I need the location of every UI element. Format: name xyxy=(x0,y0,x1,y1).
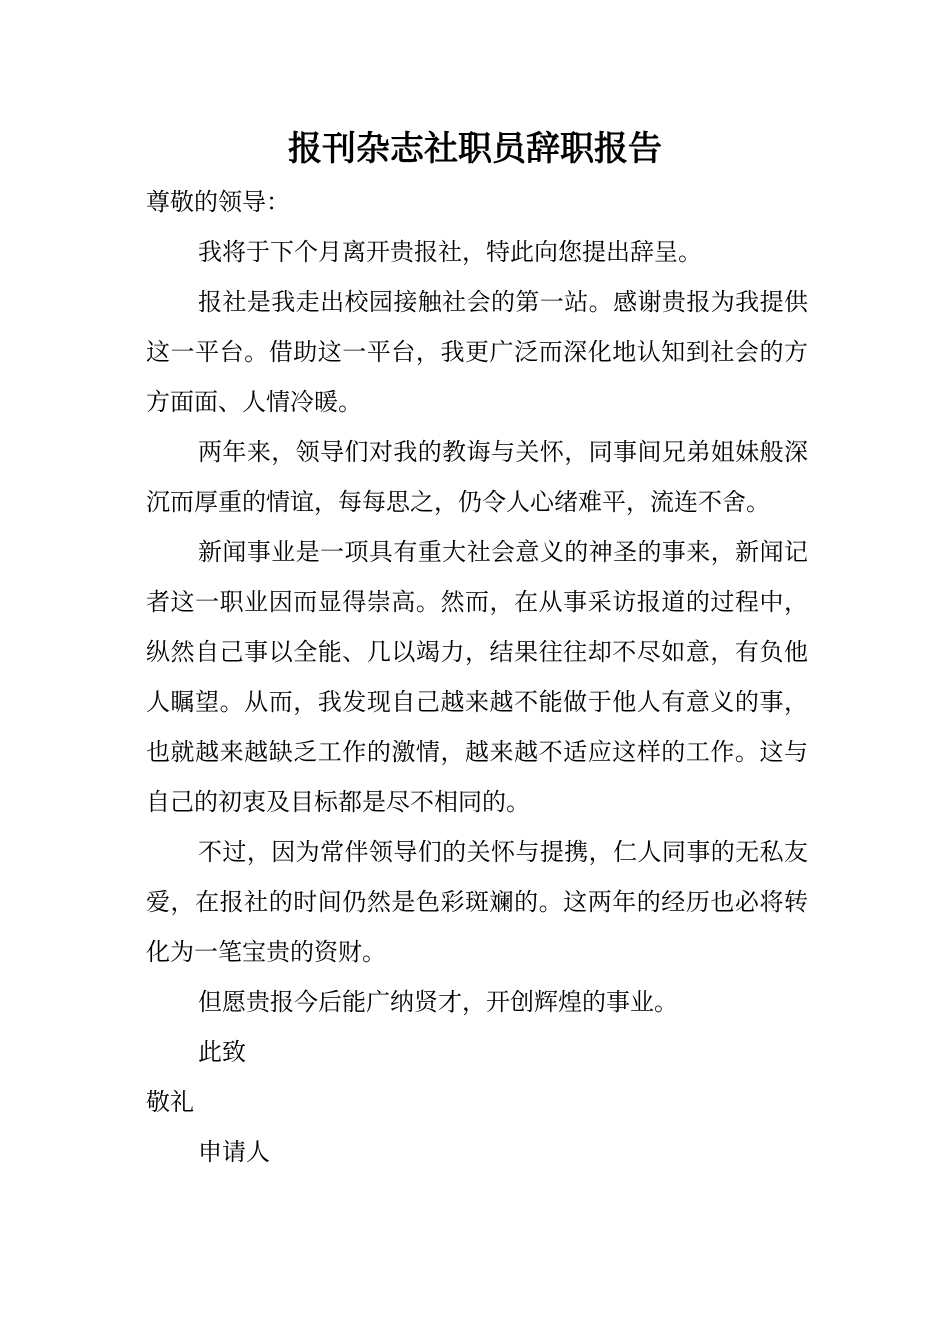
paragraph-3: 两年来，领导们对我的教诲与关怀，同事间兄弟姐妹般深沉而厚重的情谊，每每思之，仍令人心绪难平，流连不舍。 xyxy=(146,438,808,516)
paragraph-4: 新闻事业是一项具有重大社会意义的神圣的事来，新闻记者这一职业因而显得崇高。然而，在从事采访报道的过程中，纵然自己事以全能、几以竭力，结果往往却不尽如意，有负他人瞩望。从而，我发现自己越来越不能做于他人有意义的事，也就越来越缺乏工作的激情，越来越不适应这样的工作。这与自己的初衷及目标都是尽不相同的。 xyxy=(146,538,808,816)
signature-label: 申请人 xyxy=(198,1138,270,1166)
paragraph-6: 但愿贵报今后能广纳贤才，开创辉煌的事业。 xyxy=(198,988,678,1016)
salutation: 尊敬的领导： xyxy=(146,188,290,216)
document-title: 报刊杂志社职员辞职报告 xyxy=(288,129,662,169)
closing-line-1: 此致 xyxy=(198,1038,246,1066)
document-body xyxy=(146,177,808,1177)
paragraph-1: 我将于下个月离开贵报社，特此向您提出辞呈。 xyxy=(198,238,702,266)
closing-line-2: 敬礼 xyxy=(146,1088,194,1116)
paragraph-2: 报社是我走出校园接触社会的第一站。感谢贵报为我提供这一平台。借助这一平台，我更广泛而深化地认知到社会的方方面面、人情冷暖。 xyxy=(146,288,808,416)
paragraph-5: 不过，因为常伴领导们的关怀与提携，仁人同事的无私友爱，在报社的时间仍然是色彩斑斓的。这两年的经历也必将转化为一笔宝贵的资财。 xyxy=(146,838,808,966)
